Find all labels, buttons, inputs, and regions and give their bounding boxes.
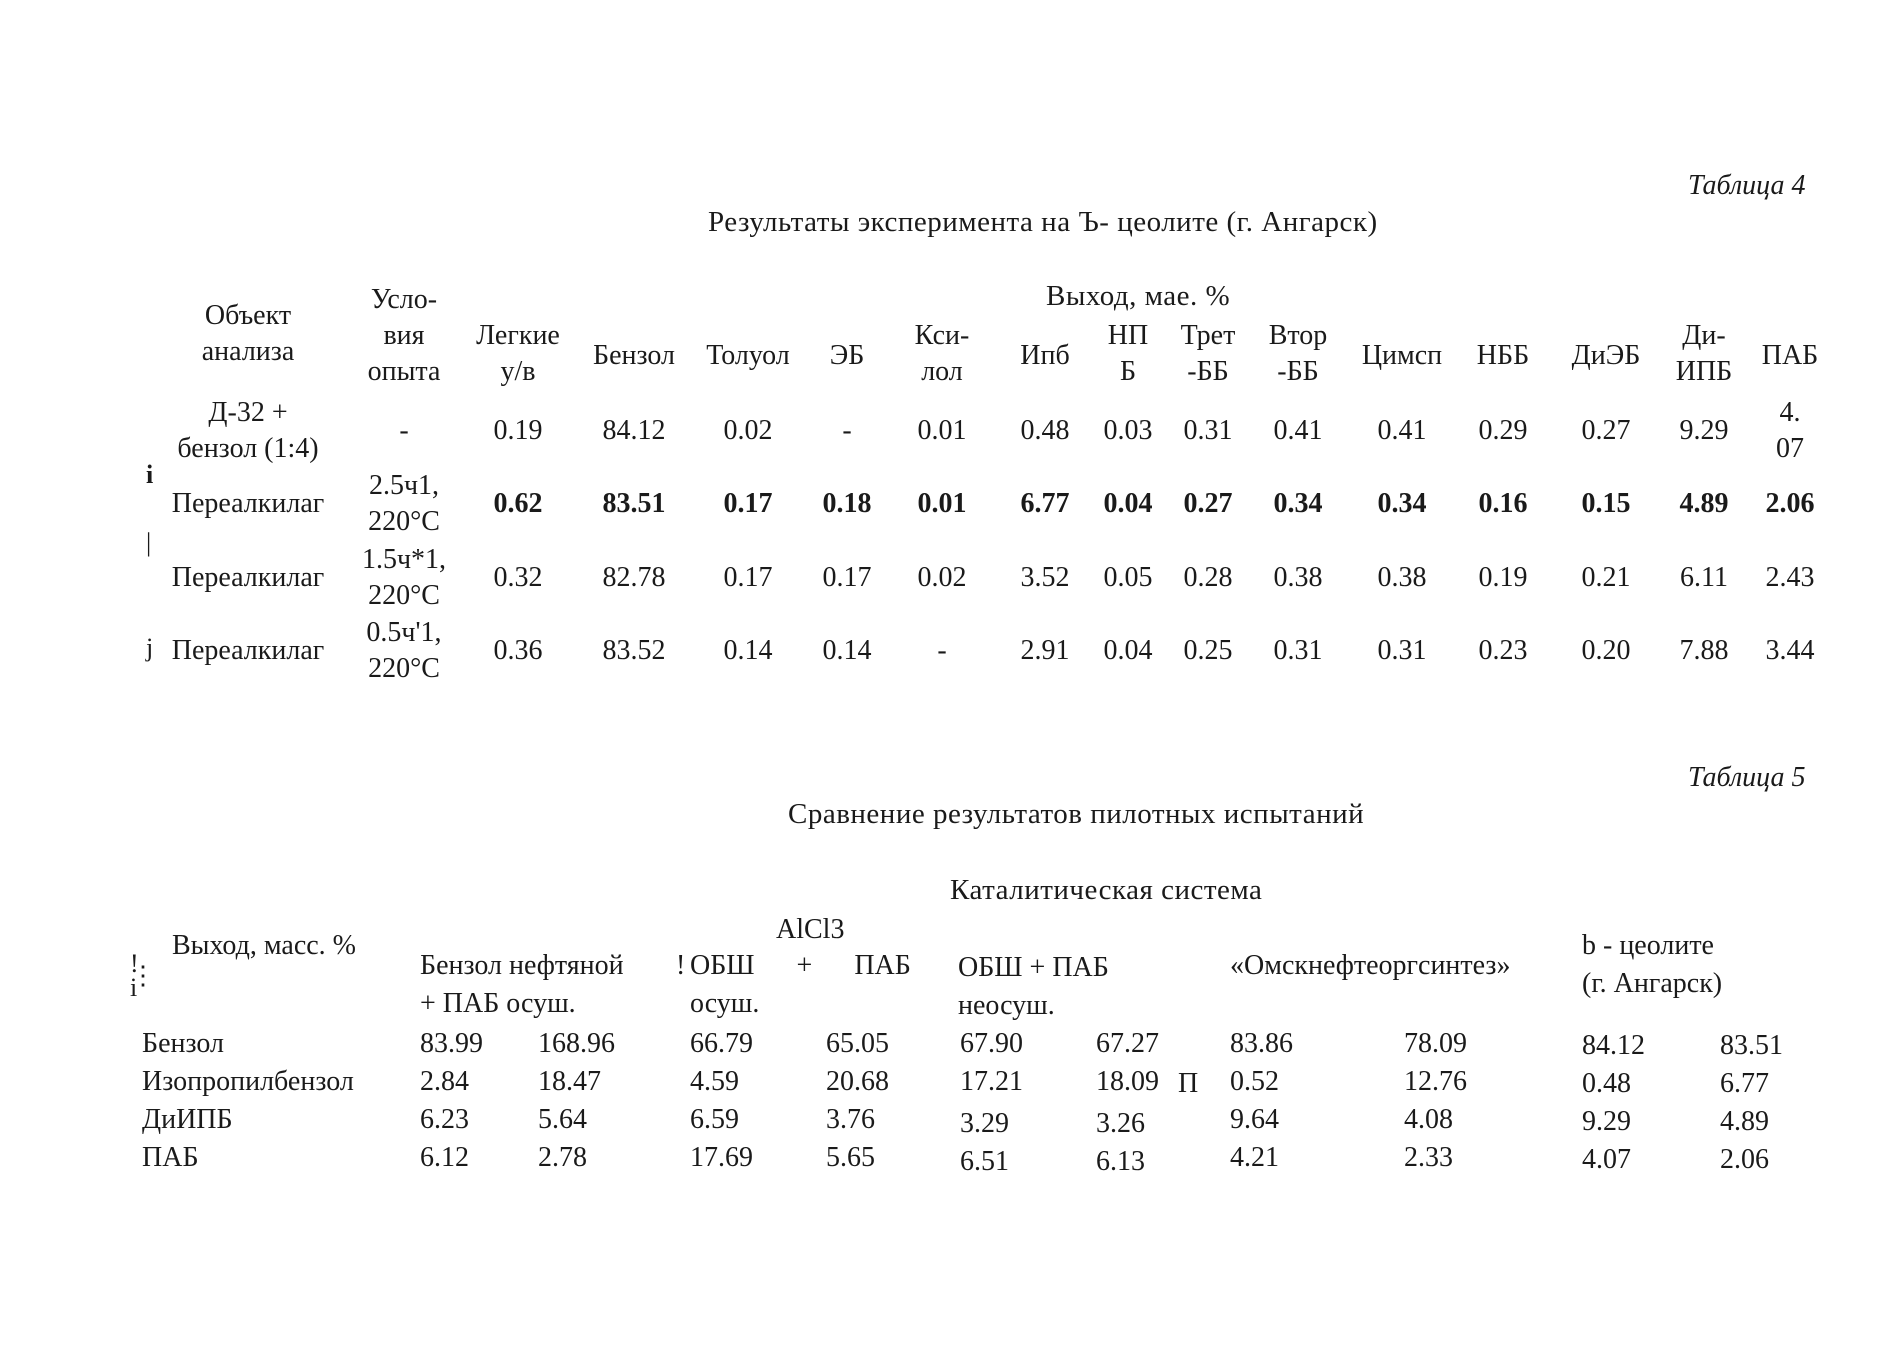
table4-value-cell: 0.25 [1183, 635, 1233, 666]
table4-value-cell: 0.62 [493, 488, 543, 519]
header-line: Бензол [593, 340, 675, 371]
row-margin-mark: | [146, 528, 152, 557]
table4-value-cell: 4. 07 [1776, 397, 1804, 464]
header-line: Ипб [1020, 340, 1070, 371]
table4-value-cell: - [842, 415, 852, 446]
table5-value-cell: 3.29 [960, 1108, 1009, 1139]
header-line: ЭБ [829, 340, 865, 371]
header-line: НП [1107, 320, 1149, 351]
table5-value-cell: 168.96 [538, 1028, 615, 1059]
table5-value-cell: 4.59 [690, 1066, 739, 1097]
object-line: Переалкилаг [171, 635, 325, 666]
table4-value-cell: 0.01 [917, 415, 967, 446]
table4-value-cell: 0.04 [1103, 635, 1153, 666]
table5-value-cell: 65.05 [826, 1028, 889, 1059]
table5-value-cell: 0.48 [1582, 1068, 1631, 1099]
table4-value-cell: 0.28 [1183, 562, 1233, 593]
object-line: Переалкилаг [171, 562, 325, 593]
table5-row-label: ДиИПБ [142, 1104, 233, 1135]
condition-line: 220°С [368, 506, 440, 537]
table4-value-cell: 0.18 [822, 488, 872, 519]
table5-value-cell: 83.99 [420, 1028, 483, 1059]
table4-value-cell: 0.17 [723, 488, 773, 519]
table5-caption: Таблица 5 [1688, 762, 1806, 793]
table5-value-cell: 6.51 [960, 1146, 1009, 1177]
table4-conditions-cell [344, 468, 464, 540]
table4-value-cell: 0.23 [1478, 635, 1528, 666]
object-line: бензол (1:4) [177, 433, 319, 464]
header-line: Легкие [476, 320, 560, 351]
table5-value-cell: 3.76 [826, 1104, 875, 1135]
header-line: ДиЭБ [1571, 340, 1641, 371]
header-line: у/в [500, 356, 536, 387]
table5-value-cell: 78.09 [1404, 1028, 1467, 1059]
header-line: Цимсп [1361, 340, 1443, 371]
table4-value-cell: 0.48 [1020, 415, 1070, 446]
table4-value-cell: 0.04 [1103, 488, 1153, 519]
table5-value-cell: 83.51 [1720, 1030, 1783, 1061]
table4-value-cell: 0.02 [723, 415, 773, 446]
table5-row-header: Выход, масс. % [172, 930, 356, 961]
object-line: Д-32 + [208, 397, 288, 428]
table5-value-cell: 3.26 [1096, 1108, 1145, 1139]
table4-value-cell: 0.15 [1581, 488, 1631, 519]
table4-value-cell: 6.77 [1020, 488, 1070, 519]
table5-value-cell: 2.78 [538, 1142, 587, 1173]
table5-value-cell: 6.59 [690, 1104, 739, 1135]
table5-value-cell: 5.64 [538, 1104, 587, 1135]
table4-value-cell: 84.12 [602, 415, 666, 446]
table4-value-cell: 0.20 [1581, 635, 1631, 666]
table4-object-cell [158, 560, 338, 596]
table5-col-header-obsh-osush: осуш. [690, 988, 760, 1019]
condition-line: 220°С [368, 580, 440, 611]
table4-value-cell: 0.16 [1478, 488, 1528, 519]
table5-value-cell: 84.12 [1582, 1030, 1645, 1061]
table5-value-cell: 18.47 [538, 1066, 601, 1097]
table5-value-cell: 2.33 [1404, 1142, 1453, 1173]
object-line: Переалкилаг [171, 488, 325, 519]
condition-line: 220°С [368, 653, 440, 684]
table5-col-header-obsh-neosush: ОБШ + ПАБ [958, 952, 1109, 983]
table4-value-cell: 0.27 [1581, 415, 1631, 446]
table5-value-cell: 9.64 [1230, 1104, 1279, 1135]
table4-value-cell: 0.31 [1273, 635, 1323, 666]
table5-value-cell: 0.52 [1230, 1066, 1279, 1097]
table5-col-header-benzol: Бензол нефтяной [420, 950, 624, 981]
table5-group-header: Каталитическая система [950, 874, 1263, 906]
header-line: ИПБ [1675, 356, 1733, 387]
header-line: Толуол [706, 340, 790, 371]
table4-value-cell: 0.14 [822, 635, 872, 666]
table5-title: Сравнение результатов пилотных испытаний [788, 798, 1365, 830]
table4-value-cell: 0.19 [1478, 562, 1528, 593]
table4-value-cell: 0.21 [1581, 562, 1631, 593]
table5-value-cell: 6.77 [1720, 1068, 1769, 1099]
table4-object-cell [158, 633, 338, 669]
table5-value-cell: 17.21 [960, 1066, 1023, 1097]
table4-conditions-cell [344, 615, 464, 687]
table4-value-cell: 2.43 [1765, 562, 1815, 593]
header-line: анализа [201, 336, 295, 367]
table4-value-cell: 83.52 [602, 635, 666, 666]
condition-line: 0.5ч'1, [366, 617, 442, 648]
table5-value-cell: 83.86 [1230, 1028, 1293, 1059]
header-line: ПАБ [1761, 340, 1819, 371]
table5-value-cell: 67.90 [960, 1028, 1023, 1059]
table5-value-cell: 6.12 [420, 1142, 469, 1173]
table5-col-header-omsk: «Омскнефтеоргсинтез» [1230, 950, 1511, 981]
table4-title: Результаты эксперимента на Ъ- цеолите (г. Ангарск) [708, 206, 1378, 238]
table4-col-header [1710, 338, 1870, 374]
table4-value-cell: 2.06 [1765, 488, 1815, 519]
table5-value-cell: 2.84 [420, 1066, 469, 1097]
header-line: Объект [204, 300, 292, 331]
table5-col-header-benzol: + ПАБ осуш. [420, 988, 576, 1019]
header-line: Усло- [370, 284, 438, 315]
header-line: Кси- [914, 320, 970, 351]
table4-value-cell: 0.14 [723, 635, 773, 666]
row-margin-mark: i [146, 460, 154, 489]
table5-value-cell: 4.89 [1720, 1106, 1769, 1137]
table4-value-cell: 0.17 [723, 562, 773, 593]
header-line: Трет [1180, 320, 1236, 351]
table5-col-header-mark: ! [676, 950, 686, 981]
condition-line: 1.5ч*1, [361, 544, 447, 575]
table4-value-cell: 0.36 [493, 635, 543, 666]
table4-value-cell: 0.31 [1377, 635, 1427, 666]
table4-value-cell: 2.91 [1020, 635, 1070, 666]
table4-value-cell: 0.38 [1273, 562, 1323, 593]
table4-value-cell: 0.17 [822, 562, 872, 593]
table4-value-cell: 0.34 [1377, 488, 1427, 519]
table4-conditions-cell [344, 542, 464, 614]
table5-value-cell: 2.06 [1720, 1144, 1769, 1175]
header-line: Б [1119, 356, 1137, 387]
table5-value-cell: 6.23 [420, 1104, 469, 1135]
table5-col-header-alcl3: AlCl3 [776, 914, 845, 945]
table5-col-header-obsh-osush: ОБШ + ПАБ [690, 950, 911, 981]
table4-value-cell: 0.32 [493, 562, 543, 593]
table5-value-cell: 4.08 [1404, 1104, 1453, 1135]
table5-row-label: ПАБ [142, 1142, 199, 1173]
table5-value-cell: 12.76 [1404, 1066, 1467, 1097]
header-line: -ББ [1187, 356, 1229, 387]
table4-value-cell: 3.52 [1020, 562, 1070, 593]
header-line: НББ [1476, 340, 1530, 371]
header-line: Втор [1268, 320, 1328, 351]
table4-value-cell: 83.51 [602, 488, 666, 519]
table4-value-cell: 0.41 [1377, 415, 1427, 446]
table4-value-cell: 0.41 [1273, 415, 1323, 446]
table5-value-cell: 9.29 [1582, 1106, 1631, 1137]
table5-value-cell: 17.69 [690, 1142, 753, 1173]
table4-col-header [168, 298, 328, 370]
table4-value-cell: 0.38 [1377, 562, 1427, 593]
header-line: Ди- [1682, 320, 1726, 351]
table4-value-cell: 0.19 [493, 415, 543, 446]
table4-caption: Таблица 4 [1688, 170, 1806, 201]
table5-col-header-obsh-neosush: неосуш. [958, 990, 1055, 1021]
header-line: -ББ [1277, 356, 1319, 387]
condition-line: - [399, 415, 409, 446]
table4-group-header: Выход, мае. % [1046, 280, 1231, 312]
table4-value-cell: 0.01 [917, 488, 967, 519]
table4-value-cell: 0.02 [917, 562, 967, 593]
table4-value-cell: 9.29 [1679, 415, 1729, 446]
table5-value-cell: 18.09 [1096, 1066, 1159, 1097]
header-line: лол [921, 356, 963, 387]
table4-value-cell: 82.78 [602, 562, 666, 593]
table4-value-cell: 7.88 [1679, 635, 1729, 666]
table5-value-cell: 5.65 [826, 1142, 875, 1173]
table5-row-label: Бензол [142, 1028, 224, 1059]
table4-value-cell: 0.29 [1478, 415, 1528, 446]
table4-value-cell: 0.27 [1183, 488, 1233, 519]
table4-value-cell: 4.89 [1679, 488, 1729, 519]
table4-conditions-cell [344, 413, 464, 449]
table4-object-cell [158, 486, 338, 522]
header-line: вия [383, 320, 425, 351]
table4-value-cell: 0.31 [1183, 415, 1233, 446]
table5-col-header-zeolite: b - цеолите [1582, 930, 1714, 961]
table5-margin-mark: ! ⋮ i [130, 949, 156, 1002]
table5-value-cell: 4.07 [1582, 1144, 1631, 1175]
table5-value-cell: 6.13 [1096, 1146, 1145, 1177]
table4-value-cell: 0.05 [1103, 562, 1153, 593]
table5-value-cell: 66.79 [690, 1028, 753, 1059]
table4-value-cell: 3.44 [1765, 635, 1815, 666]
table5-value-cell: 4.21 [1230, 1142, 1279, 1173]
table5-cell-mark: П [1178, 1068, 1199, 1099]
table5-value-cell: 67.27 [1096, 1028, 1159, 1059]
table4-value-cell: 6.11 [1680, 562, 1728, 593]
table5-value-cell: 20.68 [826, 1066, 889, 1097]
table5-row-label: Изопропилбензол [142, 1066, 354, 1097]
header-line: опыта [367, 356, 441, 387]
table4-object-cell [158, 395, 338, 467]
table4-value-cell: 0.34 [1273, 488, 1323, 519]
table4-value-cell: 0.03 [1103, 415, 1153, 446]
table5-col-header-zeolite: (г. Ангарск) [1582, 968, 1723, 999]
condition-line: 2.5ч1, [368, 470, 440, 501]
table4-value-cell: - [937, 635, 947, 666]
row-margin-mark: j [146, 633, 154, 662]
